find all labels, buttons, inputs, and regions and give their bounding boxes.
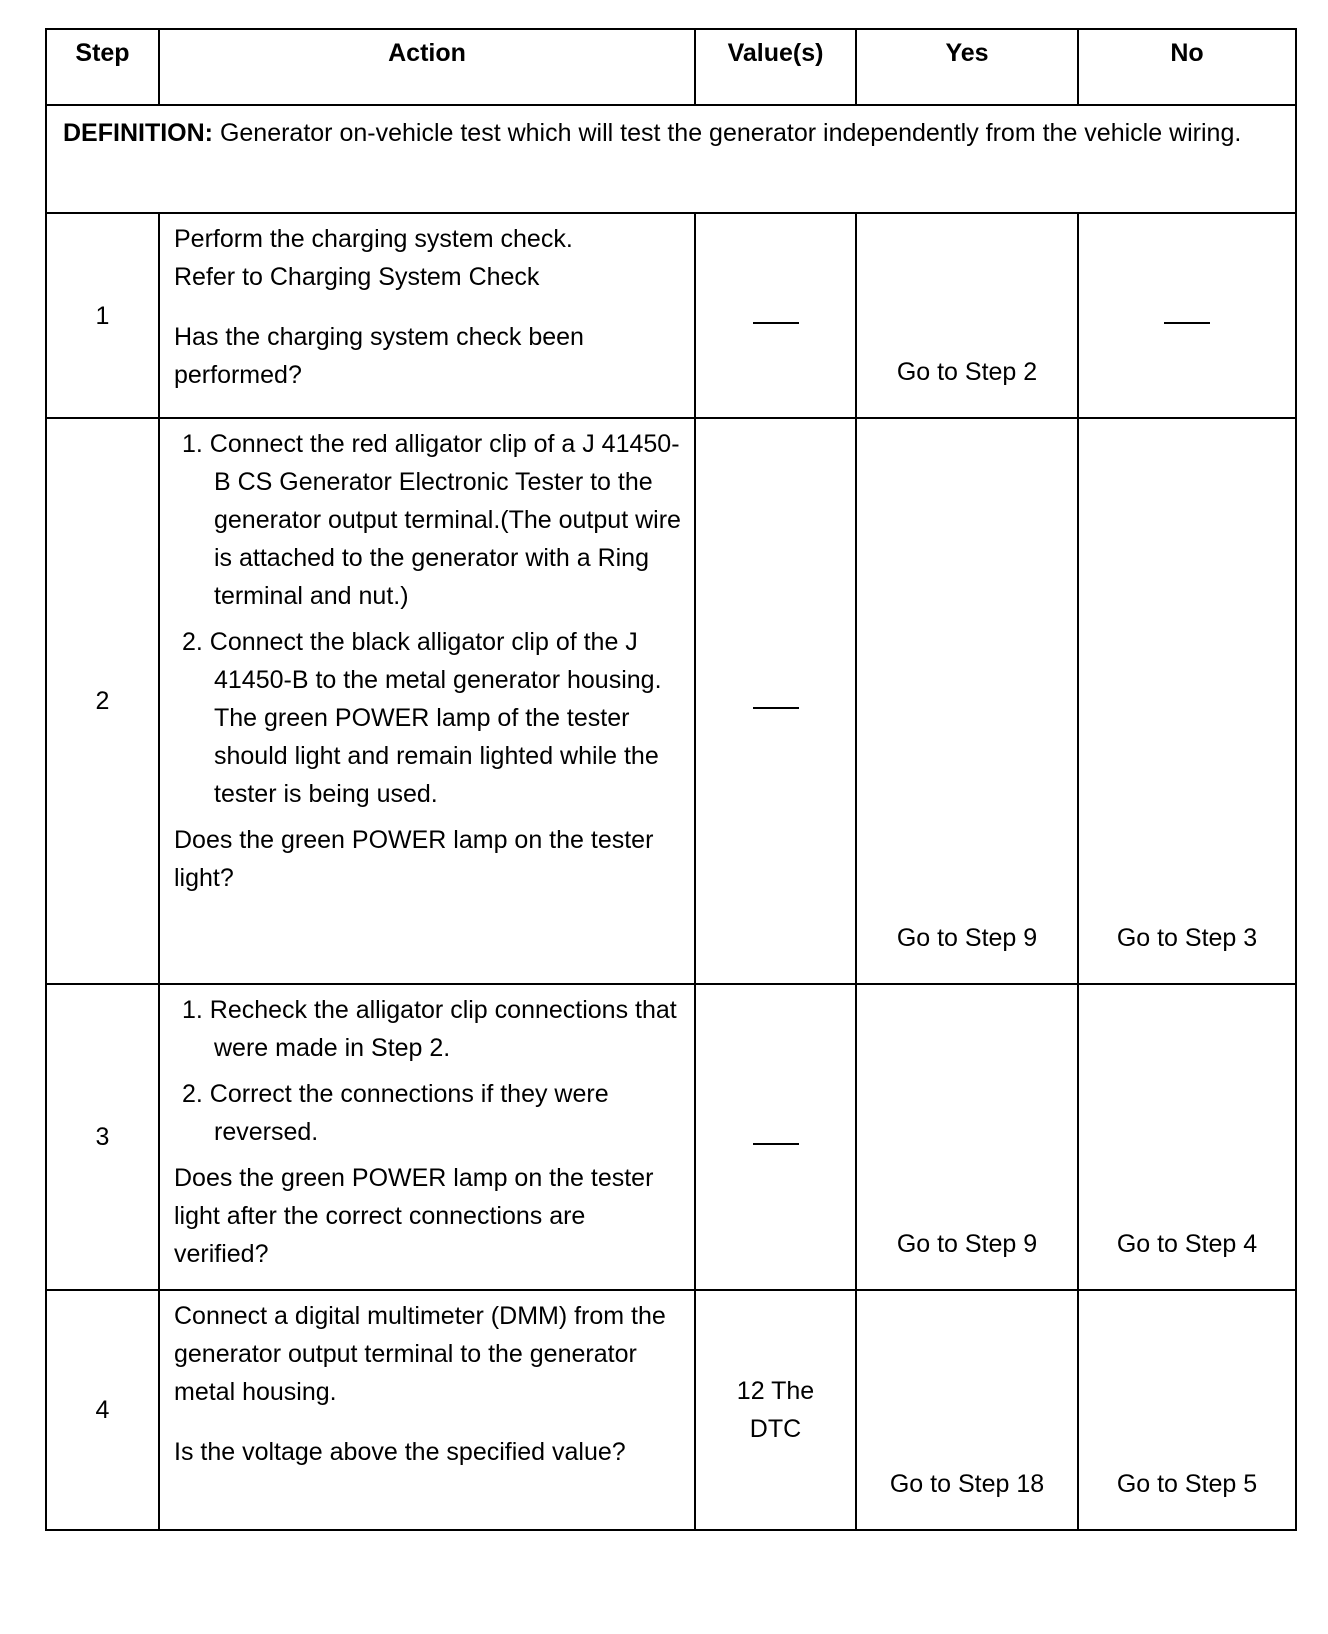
step-number: 3 bbox=[46, 984, 159, 1290]
action-question: Is the voltage above the specified value? bbox=[174, 1438, 626, 1466]
yes-cell: Go to Step 18 bbox=[856, 1290, 1078, 1530]
no-dash bbox=[1164, 322, 1210, 325]
step-number: 2 bbox=[46, 418, 159, 984]
step-number: 1 bbox=[46, 213, 159, 418]
no-cell bbox=[1078, 213, 1296, 418]
table-row bbox=[46, 213, 1296, 418]
action-item: 2. Connect the black alligator clip of the J 41450-B to the metal generator housing. The green POWER lamp of the tester should light and remain lighted while the tester is being used. bbox=[182, 628, 662, 808]
value-text: 12 The DTC bbox=[736, 1377, 815, 1443]
value-dash bbox=[753, 322, 799, 325]
value-cell bbox=[695, 1290, 856, 1530]
definition-label: DEFINITION: bbox=[63, 119, 213, 147]
header-no: No bbox=[1078, 29, 1296, 105]
yes-cell: Go to Step 2 bbox=[856, 213, 1078, 418]
header-step: Step bbox=[46, 29, 159, 105]
step-number: 4 bbox=[46, 1290, 159, 1530]
action-list bbox=[174, 991, 682, 1151]
value-cell bbox=[695, 984, 856, 1290]
no-cell: Go to Step 5 bbox=[1078, 1290, 1296, 1530]
yes-cell: Go to Step 9 bbox=[856, 984, 1078, 1290]
table-row bbox=[46, 984, 1296, 1290]
action-item: 1. Connect the red alligator clip of a J 41450-B CS Generator Electronic Tester to the generator output terminal.(The output wire is attached to the generator with a Ring terminal and nut.) bbox=[182, 430, 681, 610]
header-row bbox=[46, 29, 1296, 105]
action-cell bbox=[159, 984, 695, 1290]
header-action: Action bbox=[159, 29, 695, 105]
definition-text: Generator on-vehicle test which will test the generator independently from the vehicle wiring. bbox=[213, 119, 1242, 147]
definition-cell bbox=[46, 105, 1296, 213]
action-question: Does the green POWER lamp on the tester light after the correct connections are verified? bbox=[174, 1164, 654, 1268]
diagnostic-table bbox=[45, 28, 1297, 1531]
table-row bbox=[46, 418, 1296, 984]
yes-cell: Go to Step 9 bbox=[856, 418, 1078, 984]
action-cell bbox=[159, 1290, 695, 1530]
page-cutoff bbox=[0, 1542, 1328, 1634]
value-cell bbox=[695, 213, 856, 418]
action-item: 2. Correct the connections if they were reversed. bbox=[182, 1080, 609, 1146]
value-dash bbox=[753, 707, 799, 710]
action-question: Has the charging system check been performed? bbox=[174, 323, 584, 389]
action-line: Connect a digital multimeter (DMM) from the generator output terminal to the generator metal housing. bbox=[174, 1302, 666, 1406]
action-question: Does the green POWER lamp on the tester light? bbox=[174, 826, 654, 892]
action-list bbox=[174, 425, 682, 813]
definition-row bbox=[46, 105, 1296, 213]
action-line: Refer to Charging System Check bbox=[174, 263, 540, 291]
value-dash bbox=[753, 1143, 799, 1146]
header-values: Value(s) bbox=[695, 29, 856, 105]
header-yes: Yes bbox=[856, 29, 1078, 105]
action-cell bbox=[159, 418, 695, 984]
no-cell: Go to Step 4 bbox=[1078, 984, 1296, 1290]
value-cell bbox=[695, 418, 856, 984]
action-line: Perform the charging system check. bbox=[174, 225, 573, 253]
action-item: 1. Recheck the alligator clip connections that were made in Step 2. bbox=[182, 996, 677, 1062]
no-cell: Go to Step 3 bbox=[1078, 418, 1296, 984]
action-cell bbox=[159, 213, 695, 418]
table-row bbox=[46, 1290, 1296, 1530]
